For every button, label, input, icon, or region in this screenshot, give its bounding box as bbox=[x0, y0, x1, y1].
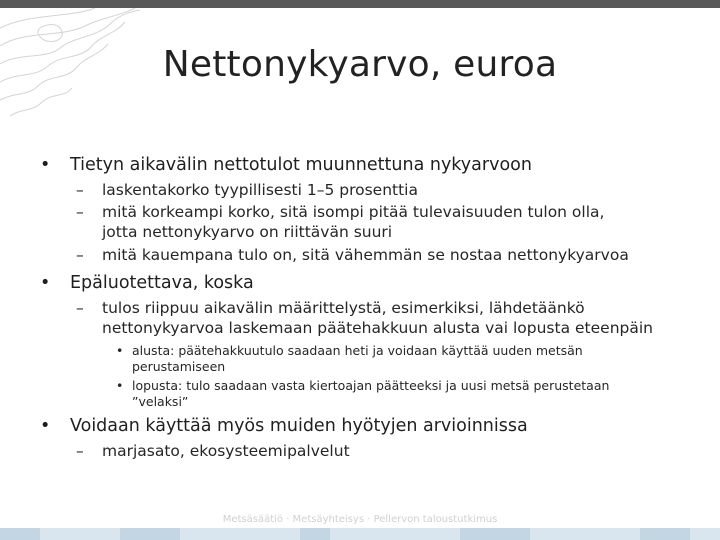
sub-bullet-text: tulos riippuu aikavälin määrittelystä, esimerkiksi, lähdetäänkö bbox=[102, 299, 585, 317]
footer: Metsäsäätiö · Metsäyhteisys · Pellervon taloustutkimus bbox=[222, 514, 498, 525]
sub-bullet-marker: – bbox=[76, 299, 84, 317]
sub-bullet-text: jotta nettonykyarvo on riittävän suuri bbox=[102, 223, 393, 241]
sub-sub-bullet-marker: • bbox=[116, 378, 124, 393]
sub-bullet-marker: – bbox=[76, 181, 84, 199]
sub-bullet-text: laskentakorko tyypillisesti 1–5 prosenttia bbox=[102, 181, 418, 199]
sub-bullet-marker: – bbox=[76, 203, 84, 221]
sub-bullet-text: nettonykyarvoa laskemaan päätehakkuun alusta vai lopusta eteenpäin bbox=[102, 319, 653, 337]
bullet-text: Epäluotettava, koska bbox=[70, 273, 254, 293]
bullet-text: Voidaan käyttää myös muiden hyötyjen arvioinnissa bbox=[70, 416, 528, 436]
sub-sub-bullet-marker: • bbox=[116, 343, 124, 358]
bullet-text: Tietyn aikavälin nettotulot muunnettuna nykyarvoon bbox=[70, 155, 532, 175]
sub-sub-bullet-text: ”velaksi” bbox=[132, 394, 189, 409]
sub-bullet-marker: – bbox=[76, 246, 84, 264]
bullet-marker: • bbox=[40, 273, 51, 293]
bottom-stripes-decoration bbox=[0, 528, 720, 540]
bullet-marker: • bbox=[40, 416, 51, 436]
sub-sub-bullet-text: perustamiseen bbox=[132, 359, 226, 374]
sub-sub-bullet-text: alusta: päätehakkuutulo saadaan heti ja voidaan käyttää uuden metsän bbox=[132, 343, 583, 358]
sub-sub-bullet-text: lopusta: tulo saadaan vasta kiertoajan päätteeksi ja uusi metsä perustetaan bbox=[132, 378, 610, 393]
sub-bullet-text: marjasato, ekosysteemipalvelut bbox=[102, 442, 350, 460]
slide-title: Nettonykyarvo, euroa bbox=[162, 44, 558, 85]
bullet-marker: • bbox=[40, 155, 51, 175]
sub-bullet-text: mitä kauempana tulo on, sitä vähemmän se nostaa nettonykyarvoa bbox=[102, 246, 629, 264]
sub-bullet-marker: – bbox=[76, 442, 84, 460]
sub-bullet-text: mitä korkeampi korko, sitä isompi pitää tulevaisuuden tulon olla, bbox=[102, 203, 605, 221]
